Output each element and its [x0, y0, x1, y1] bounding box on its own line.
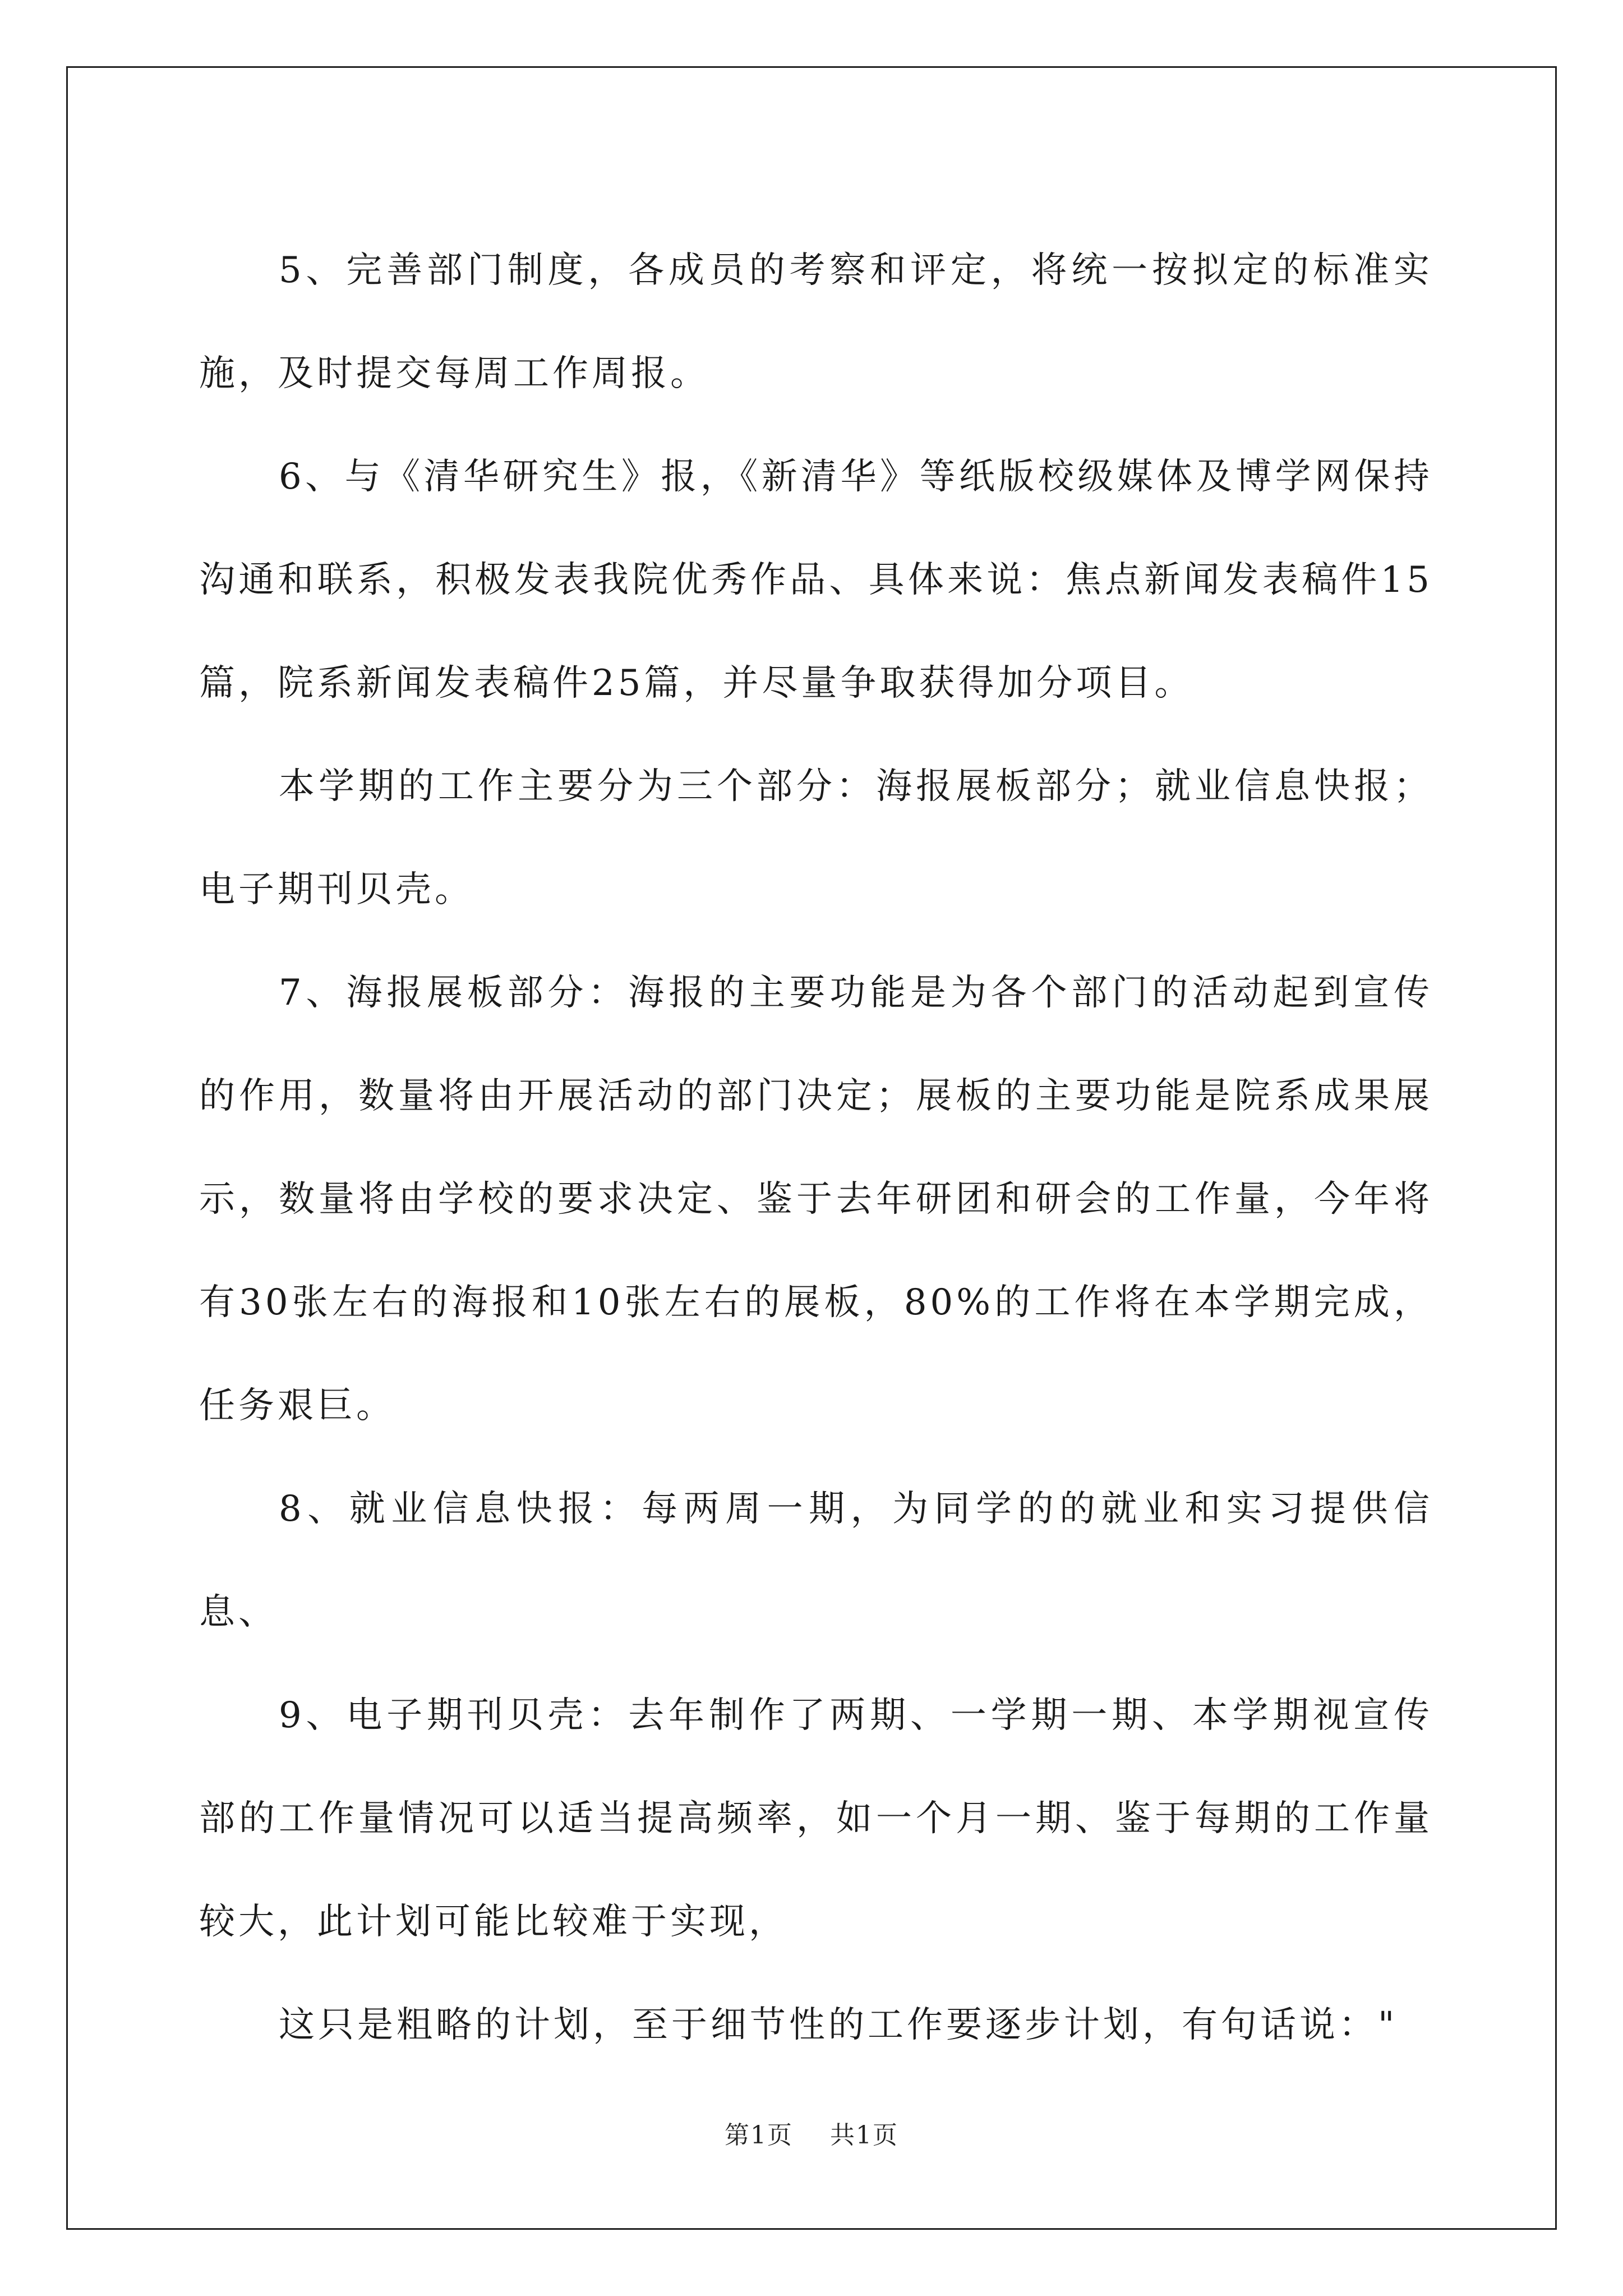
- document-body: [199, 219, 1433, 2077]
- page-footer: [0, 2115, 1623, 2151]
- page-number: 第1页: [725, 2121, 793, 2150]
- page-total: 共1页: [830, 2121, 898, 2150]
- paragraph-item-8: 8、就业信息快报：每两周一期，为同学的的就业和实习提供信息、: [199, 1488, 1433, 1633]
- paragraph-item-6: 6、与《清华研究生》报，《新清华》等纸版校级媒体及博学网保持沟通和联系，积极发表我院优秀作品、具体来说：焦点新闻发表稿件15篇，院系新闻发表稿件25篇，并尽量争取获得加分项目。: [199, 456, 1433, 704]
- paragraph-semester-overview: 本学期的工作主要分为三个部分：海报展板部分；就业信息快报；电子期刊贝壳。: [199, 766, 1433, 910]
- paragraph-item-5: 5、完善部门制度，各成员的考察和评定，将统一按拟定的标准实施，及时提交每周工作周报。: [199, 250, 1433, 394]
- paragraph-item-7: 7、海报展板部分：海报的主要功能是为各个部门的活动起到宣传的作用，数量将由开展活动的部门决定；展板的主要功能是院系成果展示，数量将由学校的要求决定、鉴于去年研团和研会的工作量，今年将有30张左右的海报和10张左右的展板，80%的工作将在本学期完成，任务艰巨。: [199, 972, 1433, 1427]
- paragraph-closing: 这只是粗略的计划，至于细节性的工作要逐步计划，有句话说：": [279, 2004, 1398, 2046]
- paragraph-item-9: 9、电子期刊贝壳：去年制作了两期、一学期一期、本学期视宣传部的工作量情况可以适当提高频率，如一个月一期、鉴于每期的工作量较大，此计划可能比较难于实现，: [199, 1695, 1433, 1943]
